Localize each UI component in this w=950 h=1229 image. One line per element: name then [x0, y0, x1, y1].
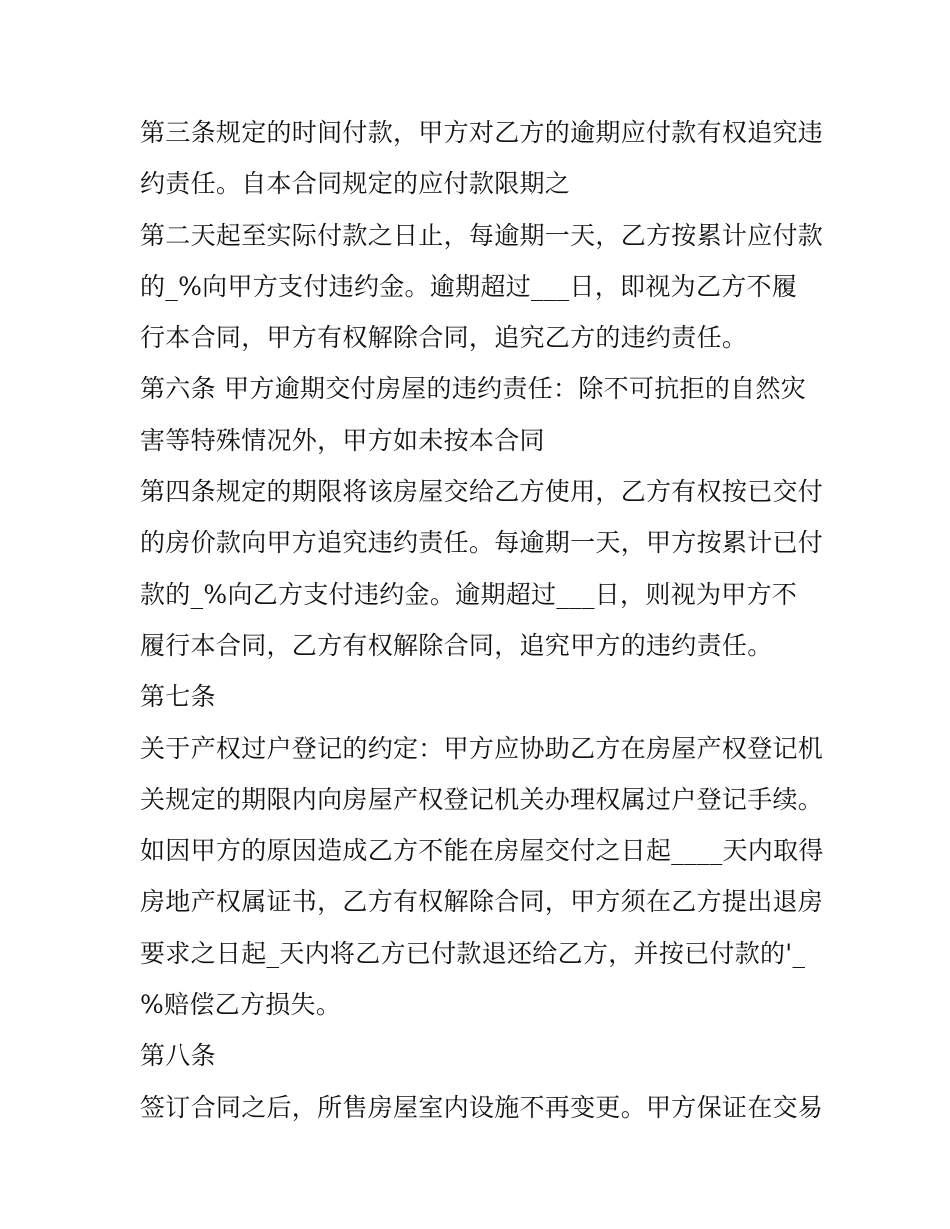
- section-heading-8: 第八条: [140, 1041, 216, 1071]
- text-line-2: 约责任。自本合同规定的应付款限期之: [140, 169, 571, 199]
- text-line-14: 关规定的期限内向房屋产权登记机关办理权属过户登记手续。: [140, 784, 824, 814]
- text-line-4: 的_%向甲方支付违约金。逾期超过___日，即视为乙方不履: [140, 271, 798, 301]
- text-line-8: 第四条规定的期限将该房屋交给乙方使用，乙方有权按已交付: [140, 477, 824, 507]
- text-line-7: 害等特殊情况外，甲方如未按本合同: [140, 425, 545, 455]
- text-line-6: 第六条 甲方逾期交付房屋的违约责任：除不可抗拒的自然灾: [140, 374, 807, 404]
- text-line-5: 行本合同，甲方有权解除合同，追究乙方的违约责任。: [140, 323, 748, 353]
- section-heading-7: 第七条: [140, 682, 216, 712]
- text-line-3: 第二天起至实际付款之日止，每逾期一天，乙方按累计应付款: [140, 220, 824, 250]
- text-line-1: 第三条规定的时间付款，甲方对乙方的逾期应付款有权追究违: [140, 118, 824, 147]
- text-line-15: 如因甲方的原因造成乙方不能在房屋交付之日起____天内取得: [140, 836, 824, 866]
- text-line-9: 的房价款向甲方追究违约责任。每逾期一天，甲方按累计已付: [140, 528, 824, 558]
- text-line-17: 要求之日起_天内将乙方已付款退还给乙方，并按已付款的'_: [140, 938, 806, 968]
- contract-text: [140, 107, 840, 1133]
- text-line-16: 房地产权属证书，乙方有权解除合同，甲方须在乙方提出退房: [140, 887, 824, 917]
- text-line-18: %赔偿乙方损失。: [140, 990, 342, 1020]
- text-line-13: 关于产权过户登记的约定：甲方应协助乙方在房屋产权登记机: [140, 733, 824, 763]
- text-line-10: 款的_%向乙方支付违约金。逾期超过___日，则视为甲方不: [140, 579, 798, 609]
- text-line-11: 履行本合同，乙方有权解除合同，追究甲方的违约责任。: [140, 630, 773, 660]
- text-line-20: 签订合同之后，所售房屋室内设施不再变更。甲方保证在交易: [140, 1092, 824, 1122]
